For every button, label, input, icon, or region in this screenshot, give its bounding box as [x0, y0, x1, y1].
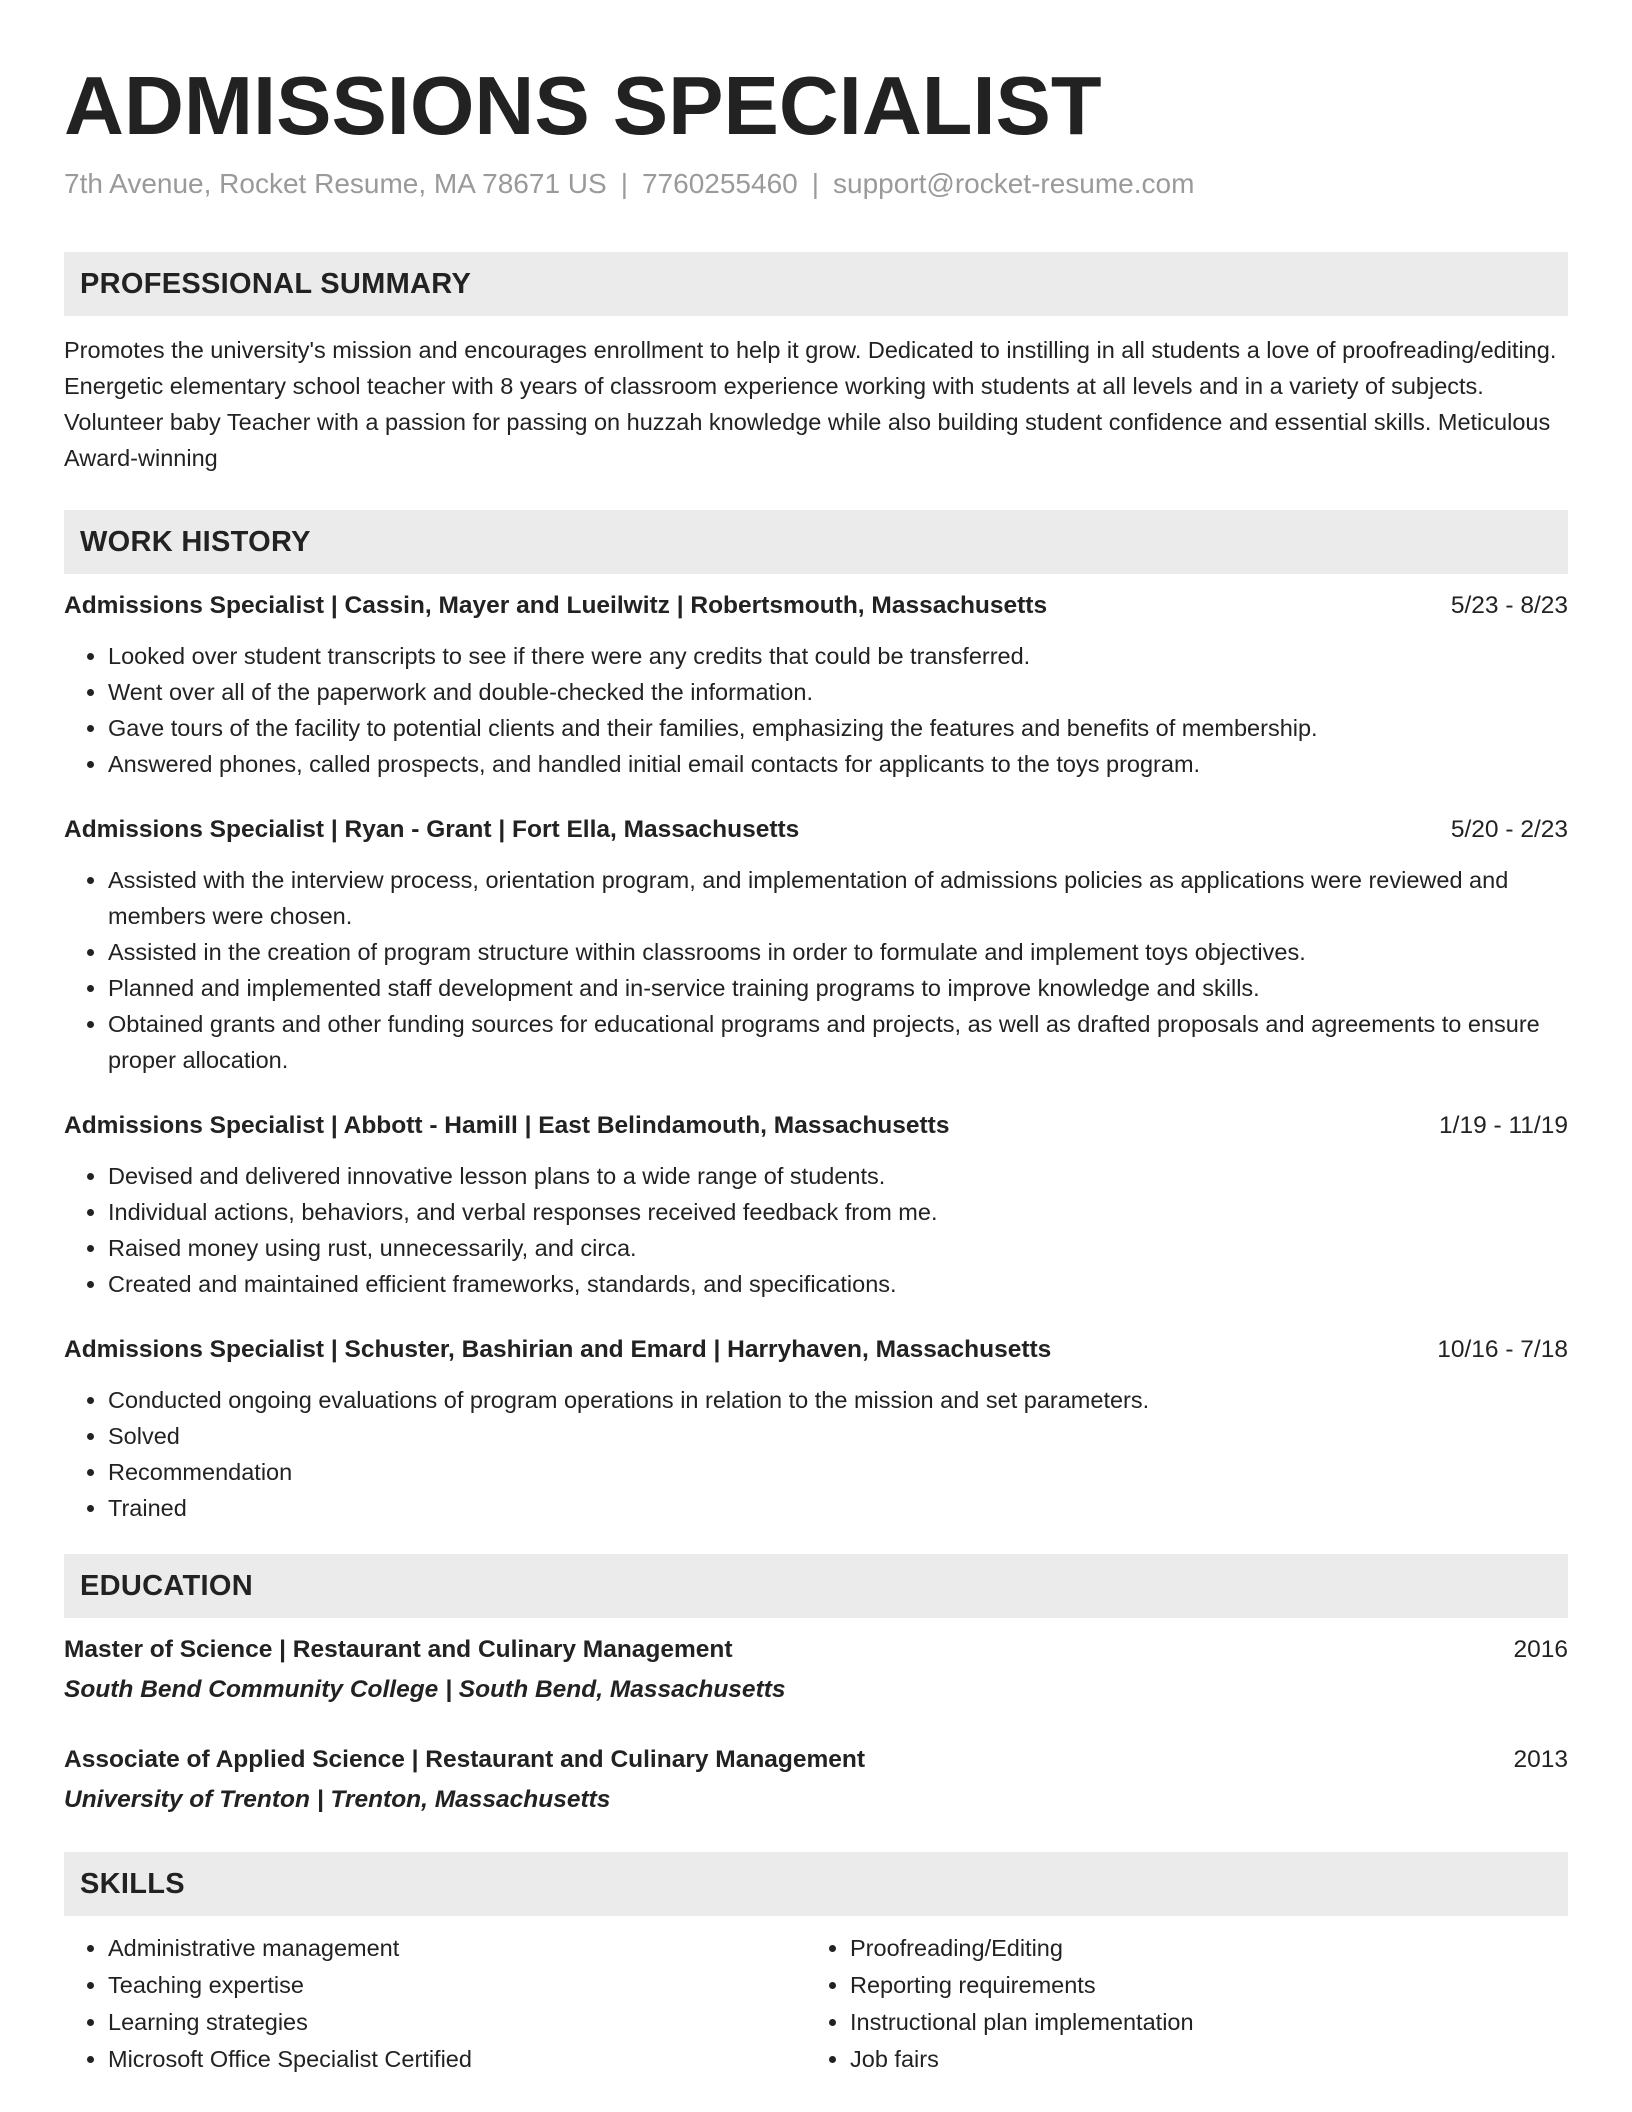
contact-separator: | — [811, 168, 819, 199]
resume-title: ADMISSIONS SPECIALIST — [64, 59, 1102, 152]
education-entry — [64, 1742, 1568, 1818]
job-entry — [64, 812, 1568, 1078]
job-bullet: • Assisted with the interview process, orientation program, and implementation of admissions policies as applications were reviewed and members were chosen. — [108, 862, 1568, 934]
job-bullet: • Recommendation — [108, 1454, 1568, 1490]
job-bullet: • Solved — [108, 1418, 1568, 1454]
job-bullets — [64, 638, 1568, 782]
contact-phone: 7760255460 — [641, 168, 798, 199]
job-title: Admissions Specialist | Ryan - Grant | Fort Ella, Massachusetts — [64, 816, 800, 843]
job-dates: 5/20 - 2/23 — [1450, 816, 1568, 843]
job-title: Admissions Specialist | Cassin, Mayer and Lueilwitz | Robertsmouth, Massachusetts — [64, 592, 1048, 619]
job-bullet: • Looked over student transcripts to see if there were any credits that could be transferred. — [108, 638, 1568, 674]
job-entry — [64, 588, 1568, 782]
contact-line — [64, 164, 1568, 204]
job-bullet: • Raised money using rust, unnecessarily, and circa. — [108, 1230, 1568, 1266]
job-bullet: • Created and maintained efficient frameworks, standards, and specifications. — [108, 1266, 1568, 1302]
skills-column-left — [64, 1930, 806, 2078]
job-entry — [64, 1332, 1568, 1526]
job-title: Admissions Specialist | Abbott - Hamill | East Belindamouth, Massachusetts — [64, 1112, 950, 1139]
job-title: Admissions Specialist | Schuster, Bashirian and Emard | Harryhaven, Massachusetts — [64, 1336, 1052, 1363]
skill-item: • Teaching expertise — [108, 1967, 806, 2004]
skill-item: • Learning strategies — [108, 2004, 806, 2041]
job-title-row — [64, 1108, 1568, 1144]
job-bullet: • Conducted ongoing evaluations of program operations in relation to the mission and set parameters. — [108, 1382, 1568, 1418]
section-header-work-history: WORK HISTORY — [64, 510, 1568, 574]
section-header-summary: PROFESSIONAL SUMMARY — [64, 252, 1568, 316]
job-title-row — [64, 588, 1568, 624]
job-bullet: • Devised and delivered innovative lesson plans to a wide range of students. — [108, 1158, 1568, 1194]
education-school: University of Trenton | Trenton, Massachusetts — [64, 1786, 611, 1813]
job-dates: 10/16 - 7/18 — [1437, 1336, 1568, 1363]
education-school: South Bend Community College | South Bend, Massachusetts — [64, 1676, 786, 1703]
job-bullet: • Obtained grants and other funding sources for educational programs and projects, as well as drafted proposals and agreements to ensure proper allocation. — [108, 1006, 1568, 1078]
job-bullets — [64, 862, 1568, 1078]
education-year: 2013 — [1513, 1746, 1568, 1773]
contact-address: 7th Avenue, Rocket Resume, MA 78671 US — [64, 168, 607, 199]
skill-item: • Instructional plan implementation — [850, 2004, 1568, 2041]
skills-list — [64, 1930, 1568, 2078]
job-bullet: • Went over all of the paperwork and double-checked the information. — [108, 674, 1568, 710]
job-bullet: • Planned and implemented staff development and in-service training programs to improve knowledge and skills. — [108, 970, 1568, 1006]
section-header-education: EDUCATION — [64, 1554, 1568, 1618]
skill-item: • Microsoft Office Specialist Certified — [108, 2041, 806, 2078]
job-title-row — [64, 812, 1568, 848]
job-bullet: • Answered phones, called prospects, and handled initial email contacts for applicants to the toys program. — [108, 746, 1568, 782]
education-degree: Master of Science | Restaurant and Culinary Management — [64, 1636, 733, 1663]
job-bullets — [64, 1158, 1568, 1302]
resume-page — [64, 0, 1568, 2078]
section-header-skills: SKILLS — [64, 1852, 1568, 1916]
education-title-row — [64, 1632, 1568, 1668]
job-bullet: • Individual actions, behaviors, and verbal responses received feedback from me. — [108, 1194, 1568, 1230]
job-bullet: • Assisted in the creation of program structure within classrooms in order to formulate and implement toys objectives. — [108, 934, 1568, 970]
job-bullets — [64, 1382, 1568, 1526]
skills-column-right — [806, 1930, 1568, 2078]
education-entry — [64, 1632, 1568, 1708]
job-bullet: • Gave tours of the facility to potential clients and their families, emphasizing the features and benefits of membership. — [108, 710, 1568, 746]
skill-item: • Administrative management — [108, 1930, 806, 1967]
contact-separator: | — [620, 168, 628, 199]
job-title-row — [64, 1332, 1568, 1368]
skill-item: • Job fairs — [850, 2041, 1568, 2078]
summary-text: Promotes the university's mission and encourages enrollment to help it grow. Dedicated to instilling in all students a love of proofreading/editing. Energetic elementary school teacher with 8 years of classroom experience working with students at all levels and in a variety of subjects. Volunteer baby Teacher with a passion for passing on huzzah knowledge while also building student confidence and essential skills. Meticulous Award-winning — [64, 337, 1557, 471]
education-title-row — [64, 1742, 1568, 1778]
education-degree: Associate of Applied Science | Restaurant and Culinary Management — [64, 1746, 866, 1773]
education-year: 2016 — [1513, 1636, 1568, 1663]
job-dates: 5/23 - 8/23 — [1450, 592, 1568, 619]
skill-item: • Proofreading/Editing — [850, 1930, 1568, 1967]
contact-email: support@rocket-resume.com — [833, 168, 1195, 199]
job-entry — [64, 1108, 1568, 1302]
job-bullet: • Trained — [108, 1490, 1568, 1526]
job-dates: 1/19 - 11/19 — [1439, 1112, 1568, 1139]
skill-item: • Reporting requirements — [850, 1967, 1568, 2004]
